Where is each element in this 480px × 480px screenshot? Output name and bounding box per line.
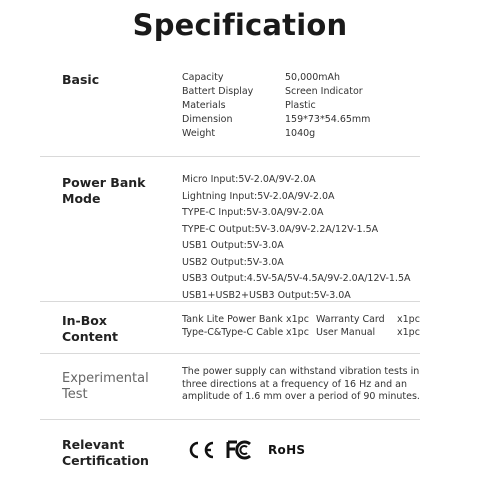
in-box-item-qty: x1pc [397,327,420,338]
mode-line: USB3 Output:4.5V-5A/5V-4.5A/9V-2.0A/12V-1.5A [182,273,411,284]
section-label-experimental-test: Experimental Test [62,371,149,402]
mode-line: TYPE-C Input:5V-3.0A/9V-2.0A [182,207,324,218]
mode-line: USB2 Output:5V-3.0A [182,256,284,268]
spec-key: Materials [182,100,226,111]
power-bank-mode-list [182,172,411,304]
in-box-item-qty: x1pc [286,327,309,338]
page-title: Specification [132,8,348,42]
mode-line: USB1+USB2+USB3 Output:5V-3.0A [182,289,351,301]
spec-key: Weight [182,128,216,139]
section-divider [40,353,420,354]
spec-value: Screen Indicator [285,86,363,97]
section-label-power-bank-mode: Power Bank Mode [62,175,146,206]
in-box-item-name: Tank Lite Power Bank [182,314,283,325]
mode-line: Micro Input:5V-2.0A/9V-2.0A [182,174,316,185]
spec-key: Battert Display [182,86,254,97]
section-divider [40,156,420,157]
spec-value: Plastic [285,100,316,111]
in-box-item-qty: x1pc [397,314,420,325]
in-box-item-name: Warranty Card [316,314,385,325]
ce-mark-icon [186,440,216,460]
mode-line: Lightning Input:5V-2.0A/9V-2.0A [182,190,335,202]
mode-line: USB1 Output:5V-3.0A [182,240,284,251]
rohs-mark-icon [268,440,305,460]
in-box-item-qty: x1pc [286,314,309,325]
section-divider [40,301,420,302]
spec-key: Capacity [182,72,224,83]
spec-value: 50,000mAh [285,72,341,83]
fc-mark-icon [226,440,254,460]
spec-key: Dimension [182,114,233,125]
section-label-certification: Relevant Certification [62,437,149,468]
in-box-item-name: User Manual [316,327,376,338]
rohs-mark-text: RoHS [268,443,306,457]
in-box-item-name: Type-C&Type-C Cable [182,327,284,338]
section-label-basic: Basic [62,72,100,87]
spec-value: 1040g [285,128,316,139]
mode-line: TYPE-C Output:5V-3.0A/9V-2.2A/12V-1.5A [182,223,379,235]
spec-value: 159*73*54.65mm [285,114,371,125]
section-label-in-box: In-Box Content [62,313,118,344]
section-divider [40,419,420,420]
experimental-test-text: The power supply can withstand vibration tests in three directions at a frequency of 16 Hz and an amplitude of 1.6 mm over a period of 90 minutes. [182,366,420,402]
